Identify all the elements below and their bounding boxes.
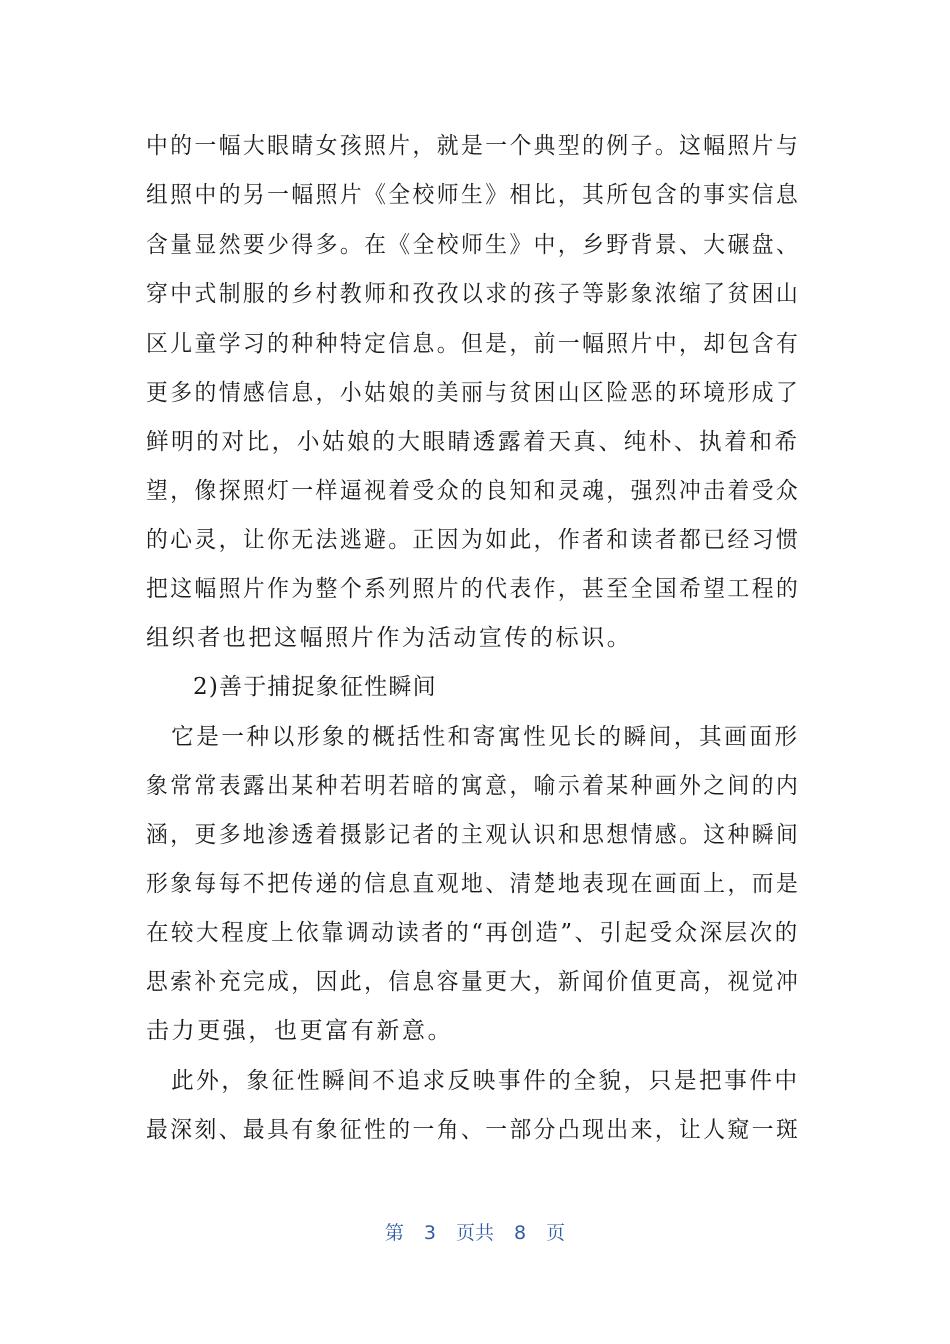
page-footer: [0, 1219, 950, 1247]
text-line: 含量显然要少得多。在《全校师生》中，乡野背景、大碾盘、: [146, 232, 801, 258]
text-line: 最深刻、最具有象征性的一角、一部分凸现出来，让人窥一斑: [146, 1117, 801, 1143]
text-line: 组照中的另一幅照片《全校师生》相比，其所包含的事实信息: [146, 182, 801, 208]
text-line: 中的一幅大眼睛女孩照片，就是一个典型的例子。这幅照片与: [146, 133, 801, 159]
text-line: 击力更强，也更富有新意。: [146, 1018, 454, 1044]
text-line: 更多的情感信息，小姑娘的美丽与贫困山区险恶的环境形成了: [146, 380, 801, 406]
text-line: 涵，更多地渗透着摄影记者的主观认识和思想情感。这种瞬间: [146, 822, 801, 848]
text-line: 形象每每不把传递的信息直观地、清楚地表现在画面上，而是: [146, 871, 801, 897]
section-heading: 2)善于捕捉象征性瞬间: [193, 674, 437, 700]
page-number: 第 3 页共 8 页: [384, 1222, 566, 1244]
text-line: 在较大程度上依靠调动读者的“再创造”、引起受众深层次的: [146, 920, 800, 946]
text-line: 此外，象征性瞬间不追求反映事件的全貌，只是把事件中: [146, 1068, 800, 1094]
text-line: 思索补充完成，因此，信息容量更大，新闻价值更高，视觉冲: [146, 969, 801, 995]
text-line: 组织者也把这幅照片作为活动宣传的标识。: [146, 625, 633, 651]
text-line: 望，像探照灯一样逼视着受众的良知和灵魂，强烈冲击着受众: [146, 478, 801, 504]
text-line: 穿中式制服的乡村教师和孜孜以求的孩子等影象浓缩了贫困山: [146, 281, 801, 307]
text-line: 它是一种以形象的概括性和寄寓性见长的瞬间，其画面形: [146, 724, 800, 750]
text-line: 的心灵，让你无法逃避。正因为如此，作者和读者都已经习惯: [146, 527, 801, 553]
text-line: 把这幅照片作为整个系列照片的代表作，甚至全国希望工程的: [146, 576, 801, 602]
text-line: 象常常表露出某种若明若暗的寓意，喻示着某种画外之间的内: [146, 773, 801, 799]
text-line: 区儿童学习的种种特定信息。但是，前一幅照片中，却包含有: [146, 331, 801, 357]
text-line: 鲜明的对比，小姑娘的大眼睛透露着天真、纯朴、执着和希: [146, 429, 800, 455]
